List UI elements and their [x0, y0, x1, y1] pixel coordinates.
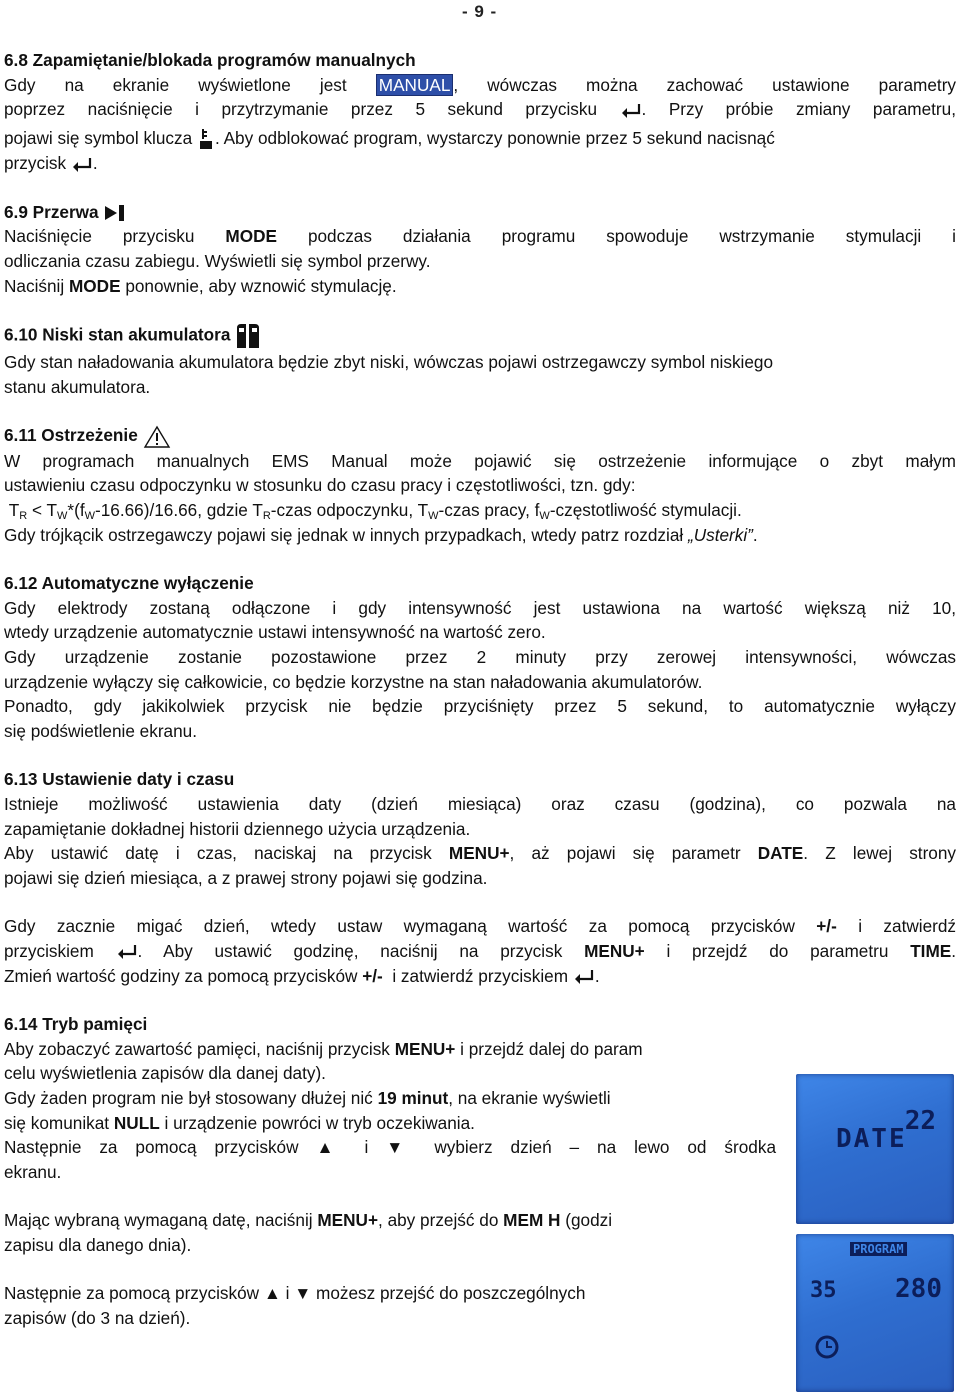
s613-p1b: zapamiętanie dokładnej historii dziennego użycia urządzenia.	[4, 818, 471, 839]
lcd-clock-icon	[814, 1334, 840, 1360]
s614-l2: celu wyświetlenia zapisów dla danej daty).	[4, 1063, 326, 1084]
s69-line3: Naciśnij MODE ponownie, aby wznowić stymulację.	[4, 275, 397, 296]
low-battery-icon	[235, 322, 261, 350]
page-number: - 9 -	[462, 2, 498, 21]
lcd-right-value: 280	[895, 1274, 942, 1304]
s614-l4: się komunikat NULL i urządzenie powróci w tryb oczekiwania.	[4, 1112, 475, 1133]
warning-triangle-icon	[143, 425, 171, 449]
s68-line2: poprzez naciśnięcie i przytrzymanie przez 5 sekund przycisku . Przy próbie zmiany parametru,	[4, 99, 956, 120]
s69-line2: odliczania czasu zabiegu. Wyświetli się symbol przerwy.	[4, 251, 431, 272]
section-6-13-heading: 6.13 Ustawienie daty i czasu	[4, 769, 235, 790]
enter-icon	[116, 944, 138, 960]
lcd-date-screen	[796, 1074, 954, 1224]
s614-l6: ekranu.	[4, 1161, 62, 1182]
section-6-14-heading: 6.14 Tryb pamięci	[4, 1014, 148, 1035]
enter-icon	[620, 103, 642, 119]
s614-l9: Następnie za pomocą przycisków ▲ i ▼ możesz przejść do poszczególnych	[4, 1283, 586, 1304]
s613-p3a: Gdy zacznie migać dzień, wtedy ustaw wymaganą wartość za pomocą przycisków +/- i zatwierdź	[4, 916, 957, 937]
s613-p1a: Istnieje możliwość ustawienia daty (dzień miesiąca) oraz czasu (godzina), co pozwala na	[4, 793, 956, 814]
s610-line2: stanu akumulatora.	[4, 376, 151, 397]
s612-p3a: Ponadto, gdy jakikolwiek przycisk nie będzie przyciśnięty przez 5 sekund, to automatycznie wyłączy	[4, 696, 956, 717]
section-6-8-heading: 6.8 Zapamiętanie/blokada programów manualnych	[4, 50, 416, 70]
s614-l5: Następnie za pomocą przycisków ▲ i ▼ wybierz dzień – na lewo od środka	[4, 1137, 776, 1158]
s614-l10: zapisów (do 3 na dzień).	[4, 1308, 191, 1329]
s612-p1b: wtedy urządzenie automatycznie ustawi intensywność na wartość zero.	[4, 622, 546, 643]
s613-p3c: przyciskiem . Aby ustawić godzinę, naciśnij na przycisk MENU+ i przejdź do parametru TIME.	[4, 940, 957, 961]
s612-p1a: Gdy elektrody zostaną odłączone i gdy intensywność jest ustawiona na wartość większą niż 10,	[4, 597, 956, 618]
s68-line1: Gdy na ekranie wyświetlone jest MANUAL , wówczas można zachować ustawione parametry	[4, 74, 957, 95]
s612-p2b: urządzenie wyłączy się całkowicie, co będzie korzystne na stan naładowania akumulatorów.	[4, 671, 703, 692]
section-6-9-heading: 6.9 Przerwa	[4, 200, 956, 225]
s612-p2a: Gdy urządzenie zostanie pozostawione przez 2 minuty przy zerowej intensywności, wówczas	[4, 647, 956, 667]
lcd-program-screen	[796, 1234, 954, 1392]
s610-line1: Gdy stan naładowania akumulatora będzie zbyt niski, wówczas pojawi ostrzegawczy symbol niskiego	[4, 352, 774, 373]
manual-label: MANUAL	[376, 74, 454, 96]
enter-icon	[71, 157, 93, 173]
s611-line4: Gdy trójkącik ostrzegawczy pojawi się jednak w innych przypadkach, wtedy patrz rozdział „Usterki”.	[4, 524, 758, 545]
enter-icon	[573, 969, 595, 985]
s613-p2d: pojawi się dzień miesiąca, a z prawej strony pojawi się godzina.	[4, 867, 488, 888]
lcd-left-value: 35	[810, 1278, 837, 1303]
s613-p3g: Zmień wartość godziny za pomocą przycisków +/- i zatwierdź przyciskiem .	[4, 965, 600, 986]
pause-play-icon	[103, 203, 127, 223]
s69-line1: Naciśnięcie przycisku MODE podczas działania programu spowoduje wstrzymanie stymulacji i	[4, 226, 956, 247]
s68-line4: przycisk .	[4, 153, 98, 174]
s611-line1: W programach manualnych EMS Manual może pojawić się ostrzeżenie informujące o zbyt małym	[4, 450, 956, 471]
s68-line3: pojawi się symbol klucza . Aby odblokować program, wystarczy ponownie przez 5 sekund nacisnąć	[4, 126, 956, 151]
s614-l3: Gdy żaden program nie był stosowany dłużej nić 19 minut, na ekranie wyświetli	[4, 1087, 611, 1108]
lcd-program-label: PROGRAM	[850, 1242, 907, 1256]
s611-line2: ustawieniu czasu odpoczynku w stosunku do czasu pracy i częstotliwości, tzn. gdy:	[4, 475, 636, 496]
s611-formula: $T_R < T_W*(f_W-16.66)/16.66$, gdzie $T_R$-czas odpoczynku, $T_W$-czas pracy, $f_W$-częstotliwość stymulacji.	[8, 500, 742, 523]
s612-p3b: się podświetlenie ekranu.	[4, 720, 197, 741]
lcd-date-label: DATE	[836, 1124, 907, 1154]
section-6-11-heading: 6.11 Ostrzeżenie	[4, 423, 956, 448]
section-6-10-heading: 6.10 Niski stan akumulatora	[4, 322, 956, 350]
s613-p2a: Aby ustawić datę i czas, naciskaj na przycisk MENU+, aż pojawi się parametr DATE. Z lewej strony	[4, 843, 957, 864]
key-lock-icon	[197, 127, 215, 151]
s614-l8: zapisu dla danego dnia).	[4, 1234, 192, 1255]
s614-l7: Mając wybraną wymaganą datę, naciśnij MENU+, aby przejść do MEM H (godzi	[4, 1210, 613, 1231]
lcd-day-value: 22	[904, 1106, 936, 1136]
s614-l1: Aby zobaczyć zawartość pamięci, naciśnij przycisk MENU+ i przejdź dalej do param	[4, 1038, 643, 1059]
section-6-12-heading: 6.12 Automatyczne wyłączenie	[4, 573, 254, 594]
